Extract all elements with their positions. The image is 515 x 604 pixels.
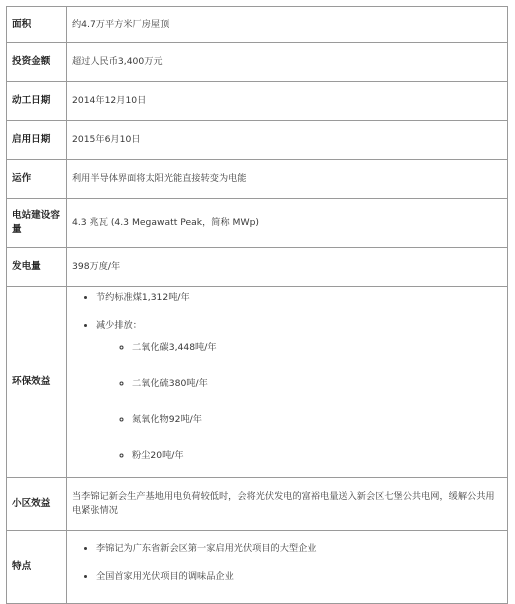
row-operation: [7, 160, 508, 199]
features-list-cell: [67, 531, 508, 604]
row-start-date: [7, 82, 508, 121]
row-community: [7, 478, 508, 531]
features-list: [72, 542, 502, 584]
list-item: • 节约标准煤1,312吨/年: [96, 291, 502, 305]
row-value: 超过人民币3,400万元: [67, 43, 508, 82]
row-value: 当李锦记新会生产基地用电负荷较低时，会将光伏发电的富裕电量送入新会区七堡公共电网，缓解公共用电紧张情况: [67, 478, 508, 531]
row-label: 环保效益: [7, 287, 67, 478]
sublist-item: ◦ 粉尘20吨/年: [132, 449, 502, 463]
row-label: 面积: [7, 7, 67, 43]
row-label: 动工日期: [7, 82, 67, 121]
row-capacity: [7, 199, 508, 248]
row-value: 利用半导体界面将太阳光能直接转变为电能: [67, 160, 508, 199]
row-generation: [7, 248, 508, 287]
sublist-item: ◦ 二氧化碳3,448吨/年: [132, 341, 502, 355]
sublist-item: ◦ 二氧化硫380吨/年: [132, 377, 502, 391]
sublist-item: ◦ 氮氧化物92吨/年: [132, 413, 502, 427]
row-label: 发电量: [7, 248, 67, 287]
row-value: 398万度/年: [67, 248, 508, 287]
list-item: • 李锦记为广东省新会区第一家启用光伏项目的大型企业: [96, 542, 502, 556]
emissions-sublist: [96, 341, 502, 463]
list-item: • 全国首家用光伏项目的调味品企业: [96, 570, 502, 584]
environment-list: [72, 291, 502, 463]
row-investment: [7, 43, 508, 82]
row-label: 电站建设容量: [7, 199, 67, 248]
row-label: 启用日期: [7, 121, 67, 160]
row-value: 2015年6月10日: [67, 121, 508, 160]
list-item: [96, 319, 502, 463]
row-value: 约4.7万平方米厂房屋顶: [67, 7, 508, 43]
row-area: [7, 7, 508, 43]
list-item-label: 减少排放：: [96, 320, 142, 331]
row-environment: [7, 287, 508, 478]
row-label: 投资金额: [7, 43, 67, 82]
row-label: 运作: [7, 160, 67, 199]
row-label: 特点: [7, 531, 67, 604]
row-launch-date: [7, 121, 508, 160]
row-value: 2014年12月10日: [67, 82, 508, 121]
project-info-table: [6, 6, 508, 604]
row-features: [7, 531, 508, 604]
environment-list-cell: [67, 287, 508, 478]
row-label: 小区效益: [7, 478, 67, 531]
row-value: 4.3 兆瓦 (4.3 Megawatt Peak，简称 MWp): [67, 199, 508, 248]
